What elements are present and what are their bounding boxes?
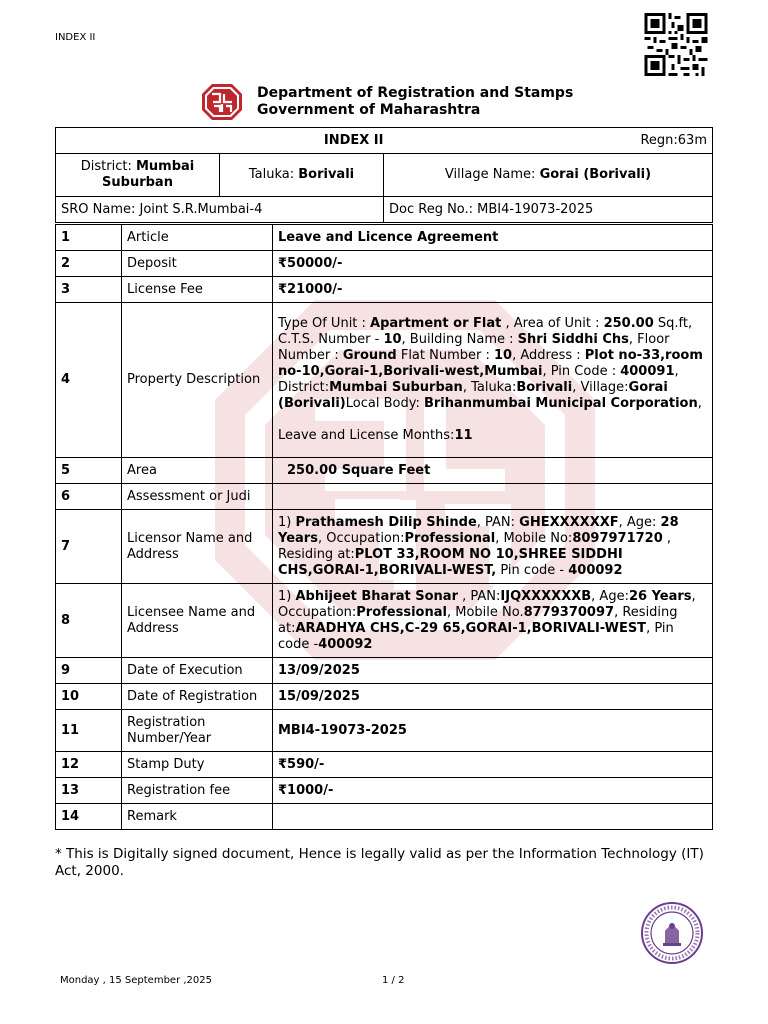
deposit-value: ₹50000/- <box>273 251 713 277</box>
village-cell: Village Name: Gorai (Borivali) <box>384 154 713 197</box>
taluka-value: Borivali <box>298 167 355 182</box>
property-description: Type Of Unit : Apartment or Flat , Area of Unit : 250.00 Sq.ft, C.T.S. Number - 10, Building Name : Shri Siddhi Chs, Floor Number : Ground Flat Number : 10, Address : Plot no-33,room no-10,Gorai-1,Borivali-west,Mumbai, Pin Code : 400091, District:Mumbai Suburban, Taluka:Borivali, Village:Gorai (Borivali)Local Body: Brihanmumbai Municipal Corporation, Leave and License Months:11 <box>273 303 713 458</box>
assessment-value <box>273 484 713 510</box>
table-row: 1 Article Leave and Licence Agreement <box>56 225 713 251</box>
table-row: 5 Area 250.00 Square Feet <box>56 458 713 484</box>
qr-code-icon <box>642 13 710 76</box>
department-name: Department of Registration and Stamps <box>257 85 574 101</box>
table-row: 11 Registration Number/Year MBI4-19073-2025 <box>56 710 713 752</box>
table-row: 8 Licensee Name and Address 1) Abhijeet Bharat Sonar , PAN:IJQXXXXXXB, Age:26 Years, Occupation:Professional, Mobile No.8779370097, Residing at:ARADHYA CHS,C-29 65,GORAI-1,BORIVALI-WEST, Pin code -400092 <box>56 584 713 658</box>
page-number: 1 / 2 <box>382 975 405 986</box>
page-label: INDEX II <box>55 32 96 43</box>
office-seal-icon <box>638 901 706 965</box>
table-row: 4 Property Description Type Of Unit : Apartment or Flat , Area of Unit : 250.00 Sq.ft, C.T.S. Number - 10, Building Name : Shri Siddhi Chs, Floor Number : Ground Flat Number : 10, Address : Plot no-33,room no-10,Gorai-1,Borivali-west,Mumbai, Pin Code : 400091, District:Mumbai Suburban, Taluka:Borivali, Village:Gorai (Borivali)Local Body: Brihanmumbai Municipal Corporation, Leave and License Months:11 <box>56 303 713 458</box>
licensee-details: 1) Abhijeet Bharat Sonar , PAN:IJQXXXXXXB, Age:26 Years, Occupation:Professional, Mobile No.8779370097, Residing at:ARADHYA CHS,C-29 65,GORAI-1,BORIVALI-WEST, Pin code -400092 <box>273 584 713 658</box>
registration-number: MBI4-19073-2025 <box>273 710 713 752</box>
registration-fee-value: ₹1000/- <box>273 778 713 804</box>
table-row: 10 Date of Registration 15/09/2025 <box>56 684 713 710</box>
table-row: 14 Remark <box>56 804 713 830</box>
registration-date: 15/09/2025 <box>273 684 713 710</box>
district-cell: District: Mumbai Suburban <box>56 154 220 197</box>
table-row: 9 Date of Execution 13/09/2025 <box>56 658 713 684</box>
doc-reg-number: Doc Reg No.: MBI4-19073-2025 <box>384 197 713 223</box>
sro-name: SRO Name: Joint S.R.Mumbai-4 <box>56 197 384 223</box>
table-row: 12 Stamp Duty ₹590/- <box>56 752 713 778</box>
government-name: Government of Maharashtra <box>257 102 481 118</box>
header-table <box>55 127 713 223</box>
igr-logo-icon <box>200 82 244 122</box>
district-value: Mumbai Suburban <box>102 159 195 190</box>
regn-number: Regn:63m <box>384 128 713 154</box>
execution-date: 13/09/2025 <box>273 658 713 684</box>
remark-value <box>273 804 713 830</box>
licensor-details: 1) Prathamesh Dilip Shinde, PAN: GHEXXXXXXF, Age: 28 Years, Occupation:Professional, Mobile No:8097971720 , Residing at:PLOT 33,ROOM NO 10,SHREE SIDDHI CHS,GORAI-1,BORIVALI-WEST, Pin code - 400092 <box>273 510 713 584</box>
footer-date: Monday , 15 September ,2025 <box>60 975 212 986</box>
index-table <box>55 224 713 830</box>
village-value: Gorai (Borivali) <box>539 167 652 182</box>
digital-signature-note: * This is Digitally signed document, Hence is legally valid as per the Information Technology (IT) Act, 2000. <box>55 846 704 879</box>
table-row: 2 Deposit ₹50000/- <box>56 251 713 277</box>
stamp-duty-value: ₹590/- <box>273 752 713 778</box>
table-row: 6 Assessment or Judi <box>56 484 713 510</box>
table-row: 13 Registration fee ₹1000/- <box>56 778 713 804</box>
table-row: 7 Licensor Name and Address 1) Prathamesh Dilip Shinde, PAN: GHEXXXXXXF, Age: 28 Years, Occupation:Professional, Mobile No:8097971720 , Residing at:PLOT 33,ROOM NO 10,SHREE SIDDHI CHS,GORAI-1,BORIVALI-WEST, Pin code - 400092 <box>56 510 713 584</box>
article-value: Leave and Licence Agreement <box>273 225 713 251</box>
license-fee-value: ₹21000/- <box>273 277 713 303</box>
index-title: INDEX II <box>56 128 384 154</box>
taluka-cell: Taluka: Borivali <box>220 154 384 197</box>
area-value: 250.00 Square Feet <box>273 458 713 484</box>
table-row: 3 License Fee ₹21000/- <box>56 277 713 303</box>
